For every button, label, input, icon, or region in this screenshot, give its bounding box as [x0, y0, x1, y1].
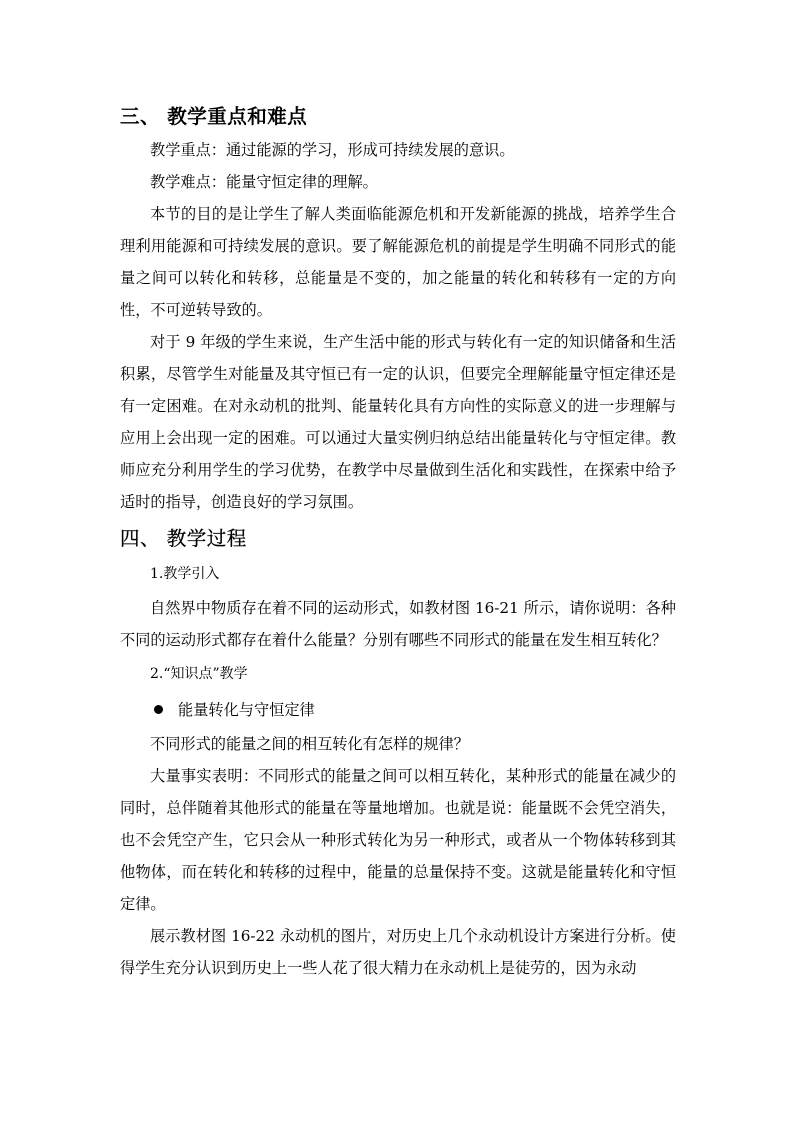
section-3-paragraph-1: 本节的目的是让学生了解人类面临能源危机和开发新能源的挑战，培养学生合理利用能源和可持续发展的意识。要了解能源危机的前提是学生明确不同形式的能量之间可以转化和转移，总能量是不变的，加之能量的转化和转移有一定的方向性，不可逆转导致的。	[120, 205, 676, 319]
step-1-paragraph: 自然界中物质存在着不同的运动形式，如教材图 16-21 所示，请你说明：各种不同的运动形式都存在着什么能量？分别有哪些不同形式的能量在发生相互转化？	[120, 599, 676, 649]
step-2-heading: 2.“知识点”教学	[150, 666, 248, 682]
page-content	[120, 100, 676, 984]
section-3-paragraph-2: 对于 9 年级的学生来说，生产生活中能的形式与转化有一定的知识储备和生活积累，尽管学生对能量及其守恒已有一定的认识，但要完全理解能量守恒定律还是有一定困难。在对永动机的批判、能量转化具有方向性的实际意义的进一步理解与应用上会出现一定的困难。可以通过大量实例归纳总结出能量转化与守恒定律。教师应充分利用学生的学习优势，在教学中尽量做到生活化和实践性，在探索中给予适时的指导，创造良好的学习氛围。	[120, 333, 676, 511]
bullet-dot-icon	[154, 705, 163, 714]
section-3-heading: 三、 教学重点和难点	[120, 105, 308, 128]
difficult-point-line: 教学难点：能量守恒定律的理解。	[150, 173, 378, 191]
question-line: 不同形式的能量之间的相互转化有怎样的规律？	[150, 735, 469, 753]
bullet-item-label: 能量转化与守恒定律	[178, 701, 315, 719]
bullet-item	[120, 692, 676, 728]
section-4-heading: 四、 教学过程	[120, 527, 247, 550]
step-1-heading: 1.教学引入	[150, 566, 220, 582]
key-point-line: 教学重点：通过能源的学习，形成可持续发展的意识。	[150, 141, 515, 159]
facts-paragraph: 大量事实表明：不同形式的能量之间可以相互转化，某种形式的能量在减少的同时，总伴随着其他形式的能量在等量地增加。也就是说：能量既不会凭空消失，也不会凭空产生，它只会从一种形式转化为另一种形式，或者从一个物体转移到其他物体，而在转化和转移的过程中，能量的总量保持不变。这就是能量转化和守恒定律。	[120, 767, 676, 913]
perpetual-motion-paragraph: 展示教材图 16-22 永动机的图片，对历史上几个永动机设计方案进行分析。使得学生充分认识到历史上一些人花了很大精力在永动机上是徒劳的，因为永动	[120, 927, 676, 977]
